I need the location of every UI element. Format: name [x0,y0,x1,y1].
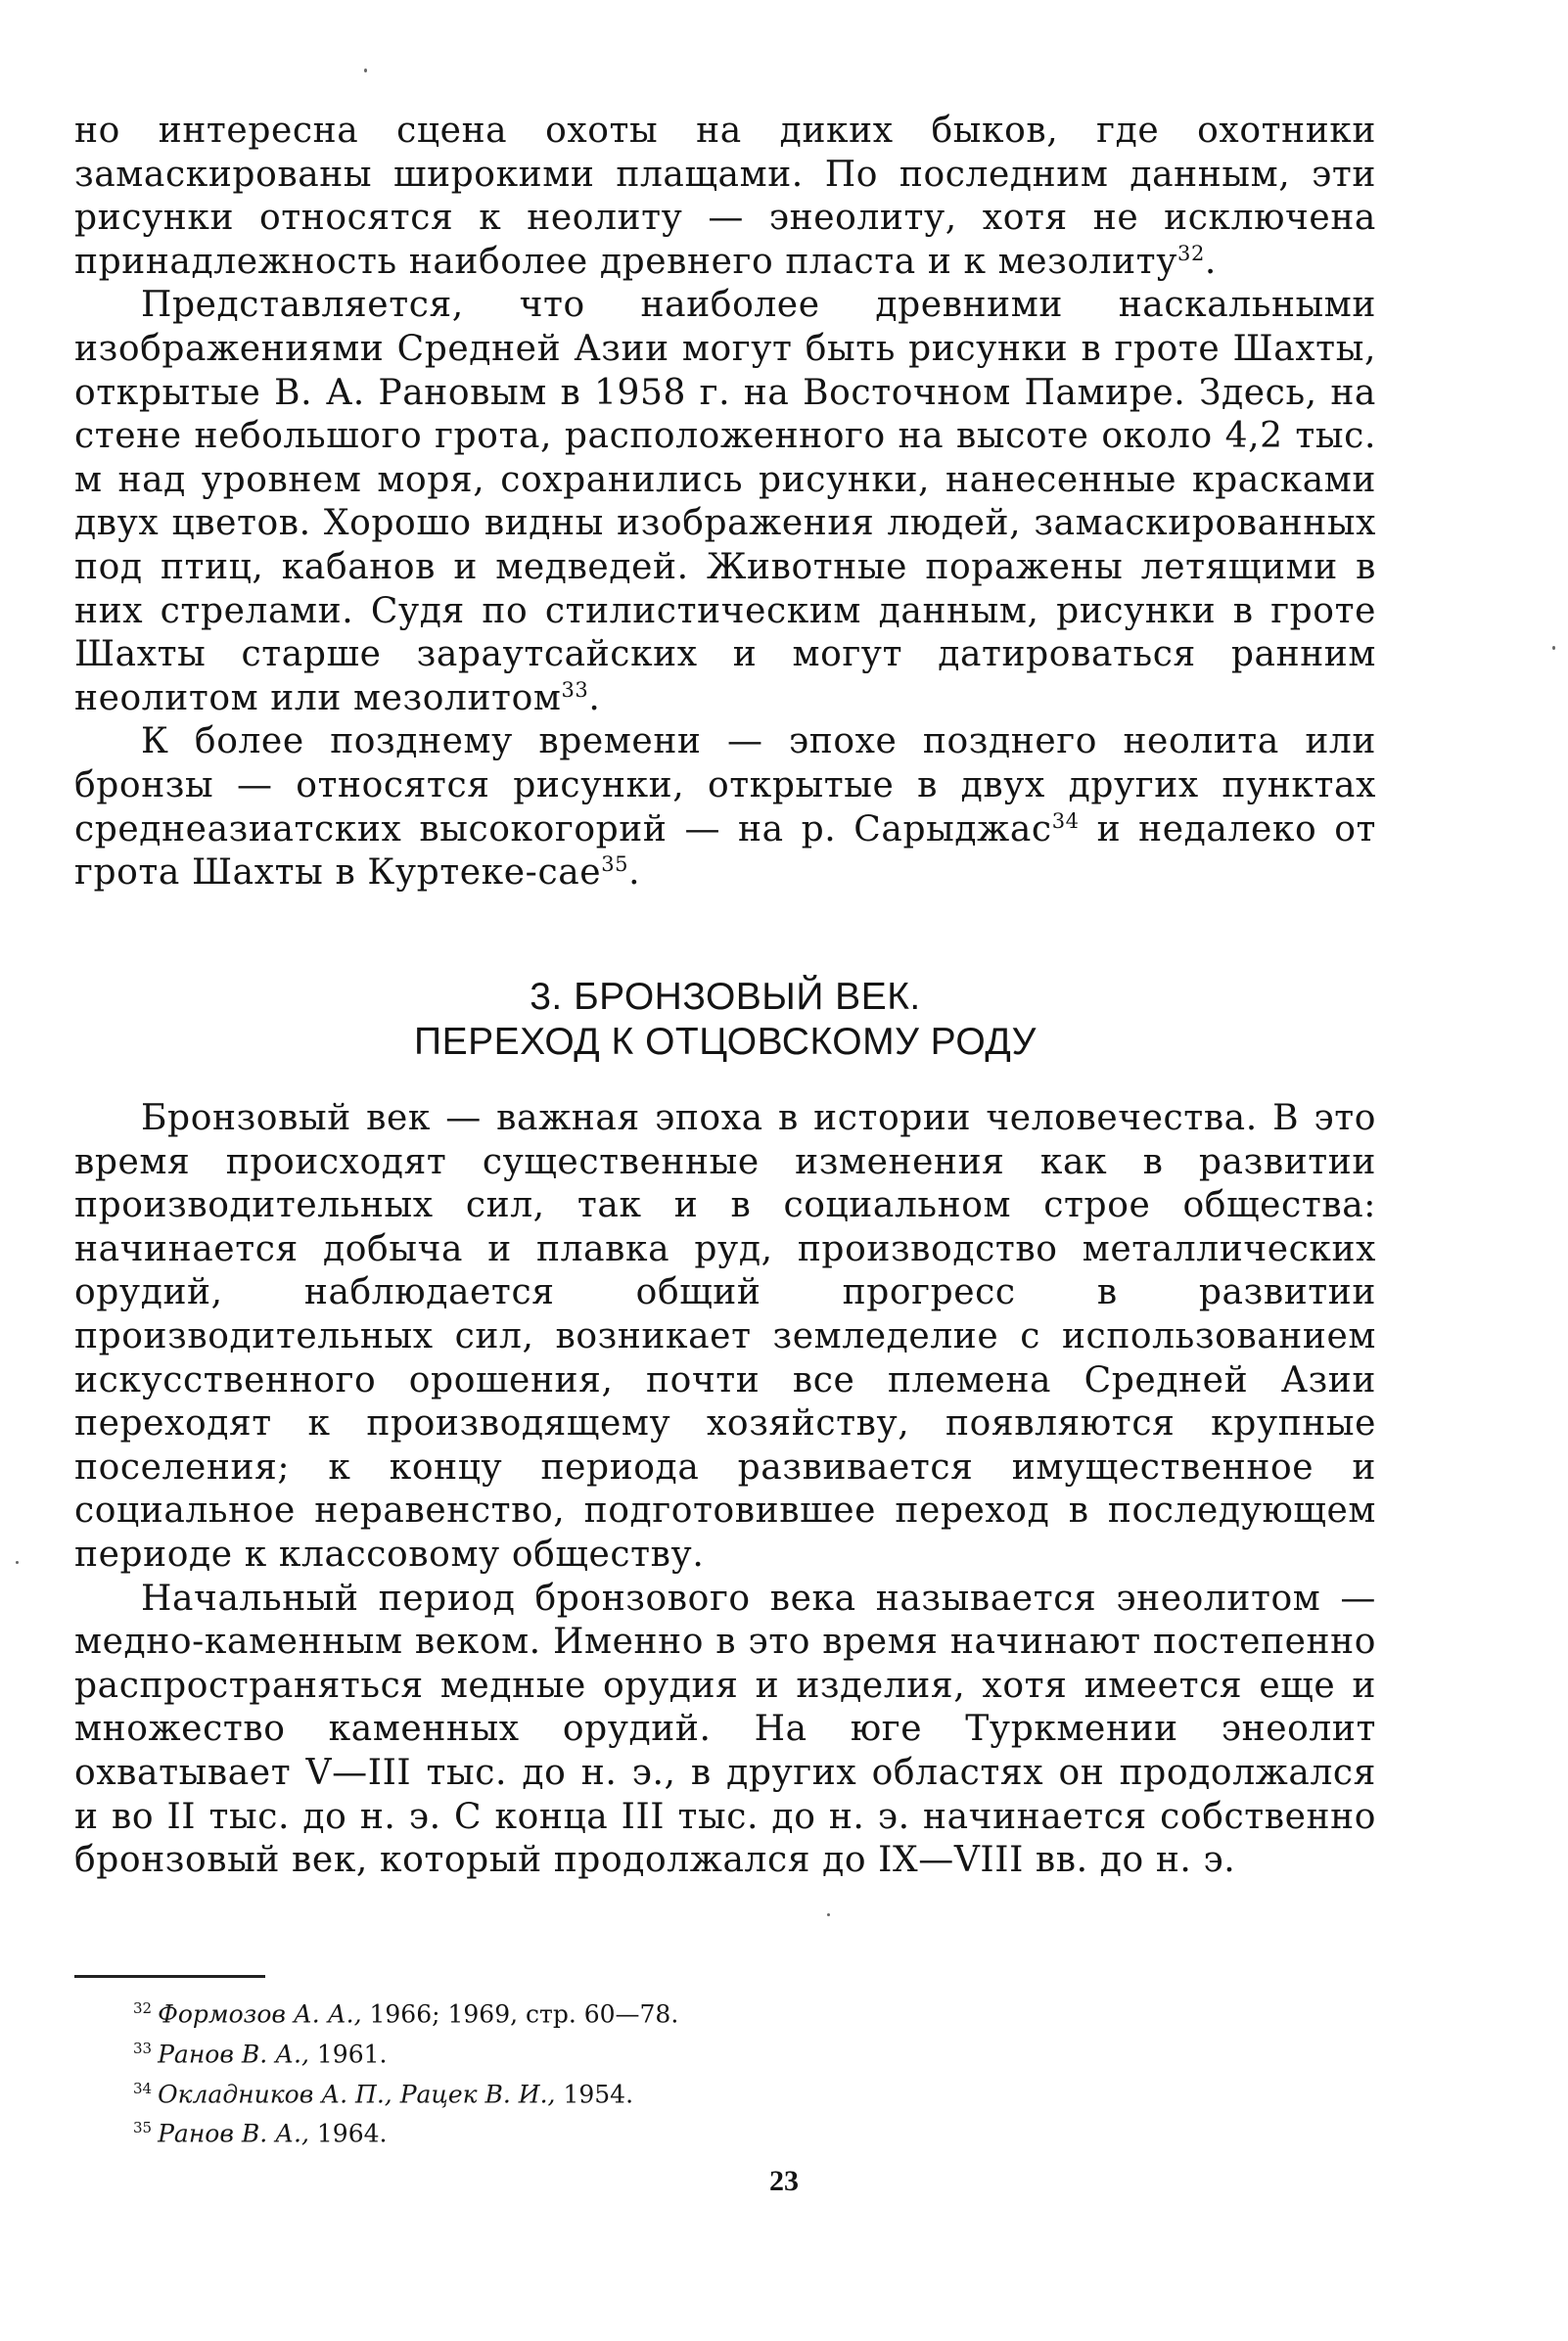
footnote-number: 33 [133,2039,153,2057]
paragraph-bronze-age: Бронзовый век — важная эпоха в истории человечества. В это время происходят существенные изменения как в развитии производительных сил, так и в социальном строе общества: начинается добыча и плавка руд, производство металлических орудий, наблюдается общий прогресс в развитии производительных сил, возникает земледелие с использованием искусственного орошения, почти все племена Средней Азии переходят к производящему хозяйству, появляются крупные поселения; к концу периода развивается имущественное и социальное неравенство, подготовившее переход в последующем периоде к классовому обществу. [74,1098,1376,1575]
footnote-divider [74,1975,265,1978]
footnote-reference: 1964. [308,2119,388,2148]
section-heading-line1: 3. БРОНЗОВЫЙ ВЕК. [530,976,921,1018]
footnote-author: Ранов В. А., [158,2040,309,2069]
footnote-ref-32[interactable]: 32 [1177,241,1205,265]
paragraph-end: . [628,852,641,894]
scan-speck [827,1913,830,1916]
section-heading-line2: ПЕРЕХОД К ОТЦОВСКОМУ РОДУ [414,1021,1037,1063]
footnote-33 [133,2032,1112,2072]
paragraph-shakhty-grotto [74,284,1376,720]
page-number: 23 [769,2165,799,2197]
paragraph-end: . [1204,241,1217,282]
paragraph-hunting-scene [74,110,1376,284]
footnote-35 [133,2111,1112,2151]
scan-speck [364,69,367,72]
main-text-block [74,1097,1376,1883]
footnote-reference: 1954. [555,2079,634,2108]
paragraph-late-neolithic [74,720,1376,895]
footnote-number: 35 [133,2119,153,2137]
footnote-ref-34[interactable]: 34 [1051,808,1080,833]
paragraph-text: но интересна сцена охоты на диких быков, где охотники замаскированы широкими плащами. По последним данным, эти рисунки относятся к неолиту — энеолиту, хотя не исключена принадлежность наиболее древнего пласта и к мезолиту [74,111,1376,282]
footnote-author: Формозов А. А., [158,1999,362,2029]
footnote-32 [133,1992,1112,2032]
footnote-34 [133,2072,1112,2112]
footnote-ref-33[interactable]: 33 [561,677,589,702]
footnote-reference: 1966; 1969, стр. 60—78. [361,1999,679,2029]
footnote-number: 32 [133,1999,153,2017]
intro-text-block [74,110,1376,895]
footnote-reference: 1961. [308,2040,388,2069]
paragraph-text: К более позднему времени — эпохе позднего неолита или бронзы — относятся рисунки, открытые в двух других пунктах среднеазиатских высокогорий — на р. Сарыджас [74,721,1376,849]
footnote-number: 34 [133,2079,153,2097]
footnote-ref-35[interactable]: 35 [601,852,629,877]
footnotes-list [133,1992,1112,2151]
footnote-author: Окладников А. П., Рацек В. И., [158,2079,556,2108]
paragraph-eneolithic: Начальный период бронзового века называется энеолитом — медно-каменным веком. Именно в это время начинают постепенно распространяться медные орудия и изделия, хотя имеется еще и множество каменных орудий. На юге Туркмении энеолит охватывает V—III тыс. до н. э., в других областях он продолжался и во II тыс. до н. э. С конца III тыс. до н. э. начинается собственно бронзовый век, который продолжался до IX—VIII вв. до н. э. [74,1578,1376,1881]
paragraph-text: и недалеко от грота Шахты в Куртеке-сае [74,808,1376,894]
scan-speck [1552,646,1555,650]
paragraph-text: Представляется, что наиболее древними наскальными изображениями Средней Азии могут быть рисунки в гроте Шахты, открытые В. А. Рановым в 1958 г. на Восточном Памире. Здесь, на стене небольшого грота, расположенного на высоте около 4,2 тыс. м над уровнем моря, сохранились рисунки, нанесенные красками двух цветов. Хорошо видны изображения людей, замаскированных под птиц, кабанов и медведей. Животные поражены летящими в них стрелами. Судя по стилистическим данным, рисунки в гроте Шахты старше зараутсайских и могут датироваться ранним неолитом или мезолитом [74,285,1376,718]
footnote-author: Ранов В. А., [158,2119,309,2148]
paragraph-end: . [588,677,601,718]
scan-speck [16,1561,19,1564]
